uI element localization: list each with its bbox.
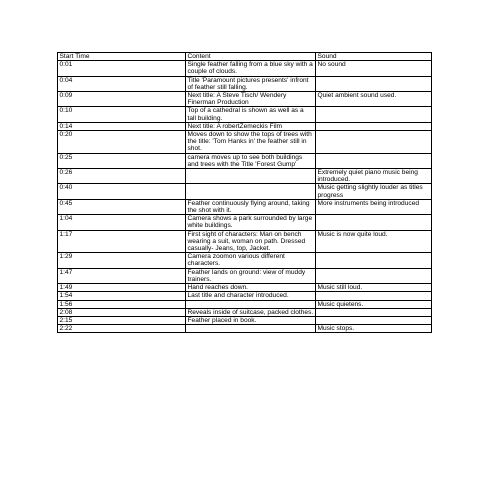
table-row [58,107,432,122]
start-time-cell: 0:10 [58,107,186,122]
start-time-cell: 1:29 [58,253,186,268]
table-row [58,184,432,199]
sound-cell: Quiet ambient sound used. [316,92,432,107]
content-cell: Next title: A Steve Tisch/ Wendery Finerman Production [186,92,316,107]
start-time-cell: 1:49 [58,284,186,292]
table-row [58,131,432,154]
table-row [58,230,432,253]
table-row [58,300,432,308]
table-row [58,169,432,184]
sound-cell: No sound [316,61,432,76]
table-row [58,61,432,76]
start-time-cell: 0:20 [58,131,186,154]
table-row [58,308,432,316]
sound-cell: Music is now quite loud. [316,230,432,253]
content-cell: Feather placed in book. [186,316,316,324]
header-content: Content [186,53,316,61]
start-time-cell: 0:01 [58,61,186,76]
start-time-cell: 0:45 [58,199,186,214]
start-time-cell: 1:56 [58,300,186,308]
sound-cell [316,131,432,154]
sound-cell [316,107,432,122]
content-cell [186,300,316,308]
sound-cell: More instruments being introduced [316,199,432,214]
content-cell [186,169,316,184]
table-row [58,253,432,268]
sound-cell [316,253,432,268]
start-time-cell: 1:17 [58,230,186,253]
content-cell: Moves down to show the tops of trees with the title: 'Tom Hanks in' the feather still in shot. [186,131,316,154]
table-row [58,92,432,107]
content-cell [186,184,316,199]
start-time-cell: 0:09 [58,92,186,107]
start-time-cell: 1:54 [58,292,186,300]
sound-cell: Music quietens. [316,300,432,308]
content-cell: Reveals inside of suitcase, packed clothes. [186,308,316,316]
content-cell: Last title and character introduced. [186,292,316,300]
sound-cell: Music getting slightly louder as titles progress [316,184,432,199]
sound-cell [316,268,432,283]
table-row [58,76,432,91]
content-cell: Feather lands on ground: view of muddy trainers. [186,268,316,283]
table-row [58,316,432,324]
table-row [58,325,432,333]
sound-cell: Music stops. [316,325,432,333]
content-cell: Single feather falling from a blue sky with a couple of clouds. [186,61,316,76]
sound-cell [316,292,432,300]
sound-cell [316,316,432,324]
start-time-cell: 0:26 [58,169,186,184]
start-time-cell: 1:47 [58,268,186,283]
sound-cell: Music still loud. [316,284,432,292]
content-cell [186,325,316,333]
start-time-cell: 0:25 [58,153,186,168]
table-row [58,199,432,214]
content-cell: Feather continuously flying around, taking the shot with it. [186,199,316,214]
header-sound: Sound [316,53,432,61]
sound-cell: Extremely quiet piano music being introduced. [316,169,432,184]
content-cell: First sight of characters: Man on bench wearing a suit, woman on path. Dressed casually- Jeans, top, Jacket. [186,230,316,253]
sound-cell [316,308,432,316]
content-cell: camera moves up to see both buildings and trees with the Title 'Forest Gump' [186,153,316,168]
table-row [58,292,432,300]
start-time-cell: 2:22 [58,325,186,333]
sound-cell [316,122,432,130]
header-start-time: Start Time [58,53,186,61]
table-row [58,215,432,230]
table-row [58,268,432,283]
start-time-cell: 0:14 [58,122,186,130]
content-cell: Top of a cathedral is shown as well as a tall building. [186,107,316,122]
table-row [58,153,432,168]
content-cell: Hand reaches down. [186,284,316,292]
sound-cell [316,76,432,91]
sound-cell [316,153,432,168]
table-row [58,122,432,130]
cue-sheet-table [57,52,432,333]
content-cell: Next title: A robertZemeckis Film [186,122,316,130]
content-cell: Title 'Paramount pictures presents' infront of feather still falling. [186,76,316,91]
sound-cell [316,215,432,230]
content-cell: Camera shows a park surrounded by large white buildings. [186,215,316,230]
start-time-cell: 2:08 [58,308,186,316]
start-time-cell: 1:04 [58,215,186,230]
start-time-cell: 0:04 [58,76,186,91]
start-time-cell: 2:15 [58,316,186,324]
content-cell: Camera zoomon various different characters. [186,253,316,268]
start-time-cell: 0:40 [58,184,186,199]
table-header-row [58,53,432,61]
table-row [58,284,432,292]
